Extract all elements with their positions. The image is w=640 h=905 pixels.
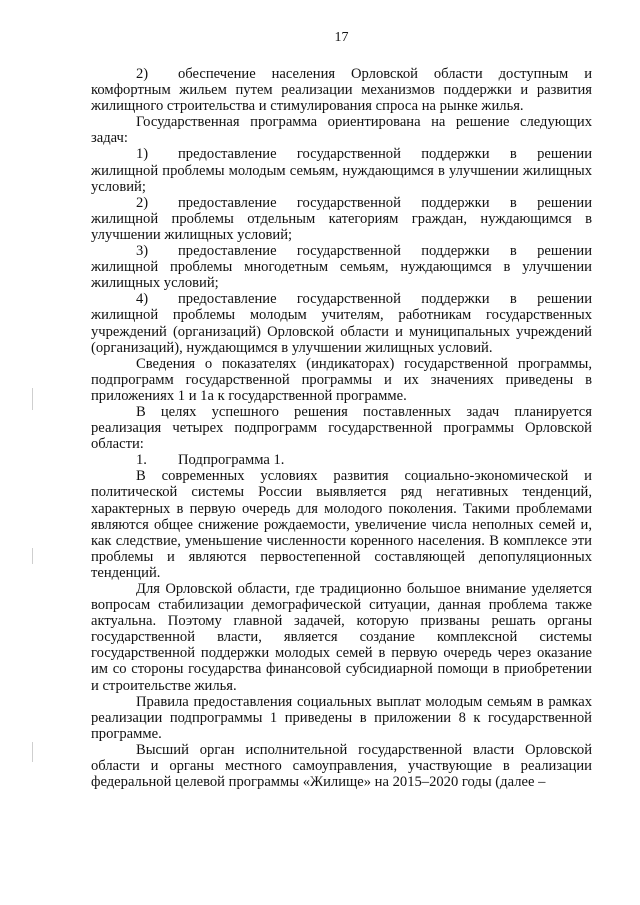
page-number: 17	[334, 30, 349, 45]
subprogram-1-heading: 1. Подпрограмма 1.	[136, 452, 285, 469]
scan-artifact	[32, 742, 33, 762]
paragraph-subprograms: В целях успешного решения поставленных задач планируется реализация четырех подпрограмм государственной программы Орловской области:	[91, 403, 592, 453]
paragraph-authority: Высший орган исполнительной государственной власти Орловской области и органы местного самоуправления, участвующие в реализации федеральной целевой программы «Жилище» на 2015–2020 годы (далее –	[91, 741, 592, 791]
scan-artifact	[32, 388, 33, 410]
paragraph-task-3: 3) предоставление государственной поддержки в решении жилищной проблемы многодетным семьям, нуждающимся в улучшении жилищных условий;	[91, 243, 592, 292]
paragraph-goal-2: 2) обеспечение населения Орловской области доступным и комфортным жильем путем реализации механизмов поддержки и развития жилищного строительства и стимулирования спроса на рынке жилья.	[91, 66, 592, 115]
paragraph-task-4: 4) предоставление государственной поддержки в решении жилищной проблемы молодым учителям, работникам государственных учреждений (организаций) Орловской области и муниципальных учреждений (организаций), нуждающимся в улучшении жилищных условий.	[91, 291, 592, 356]
paragraph-demography: Для Орловской области, где традиционно большое внимание уделяется вопросам стабилизации демографической ситуации, данная проблема также актуальна. Поэтому главной задачей, которую призваны решать органы государственной власти, является создание комплексной системы государственной поддержки молодых семей в первую очередь через оказание им со стороны государства финансовой субсидиарной помощи в приобретении и строительстве жилья.	[91, 581, 592, 694]
paragraph-tendencies: В современных условиях развития социально-экономической и политической системы России выявляется ряд негативных тенденций, характерных в первую очередь для молодого поколения. Такими проблемами являются общее снижение рождаемости, увеличение числа неполных семей и, как следствие, уменьшение численности коренного населения. В комплексе эти проблемы и являются первостепенной составляющей депопуляционных тенденций.	[91, 468, 592, 581]
paragraph-rules: Правила предоставления социальных выплат молодым семьям в рамках реализации подпрограммы 1 приведены в приложении 8 к государственной программе.	[91, 693, 592, 742]
paragraph-tasks-intro: Государственная программа ориентирована на решение следующих задач:	[91, 114, 592, 147]
paragraph-task-1: 1) предоставление государственной поддержки в решении жилищной проблемы молодым семьям, нуждающимся в улучшении жилищных условий;	[91, 146, 592, 195]
paragraph-task-2: 2) предоставление государственной поддержки в решении жилищной проблемы отдельным категориям граждан, нуждающимся в улучшении жилищных условий;	[91, 194, 592, 243]
scan-artifact	[32, 548, 33, 564]
paragraph-indicators: Сведения о показателях (индикаторах) государственной программы, подпрограмм государственной программы и их значениях приведены в приложениях 1 и 1а к государственной программе.	[91, 355, 592, 404]
